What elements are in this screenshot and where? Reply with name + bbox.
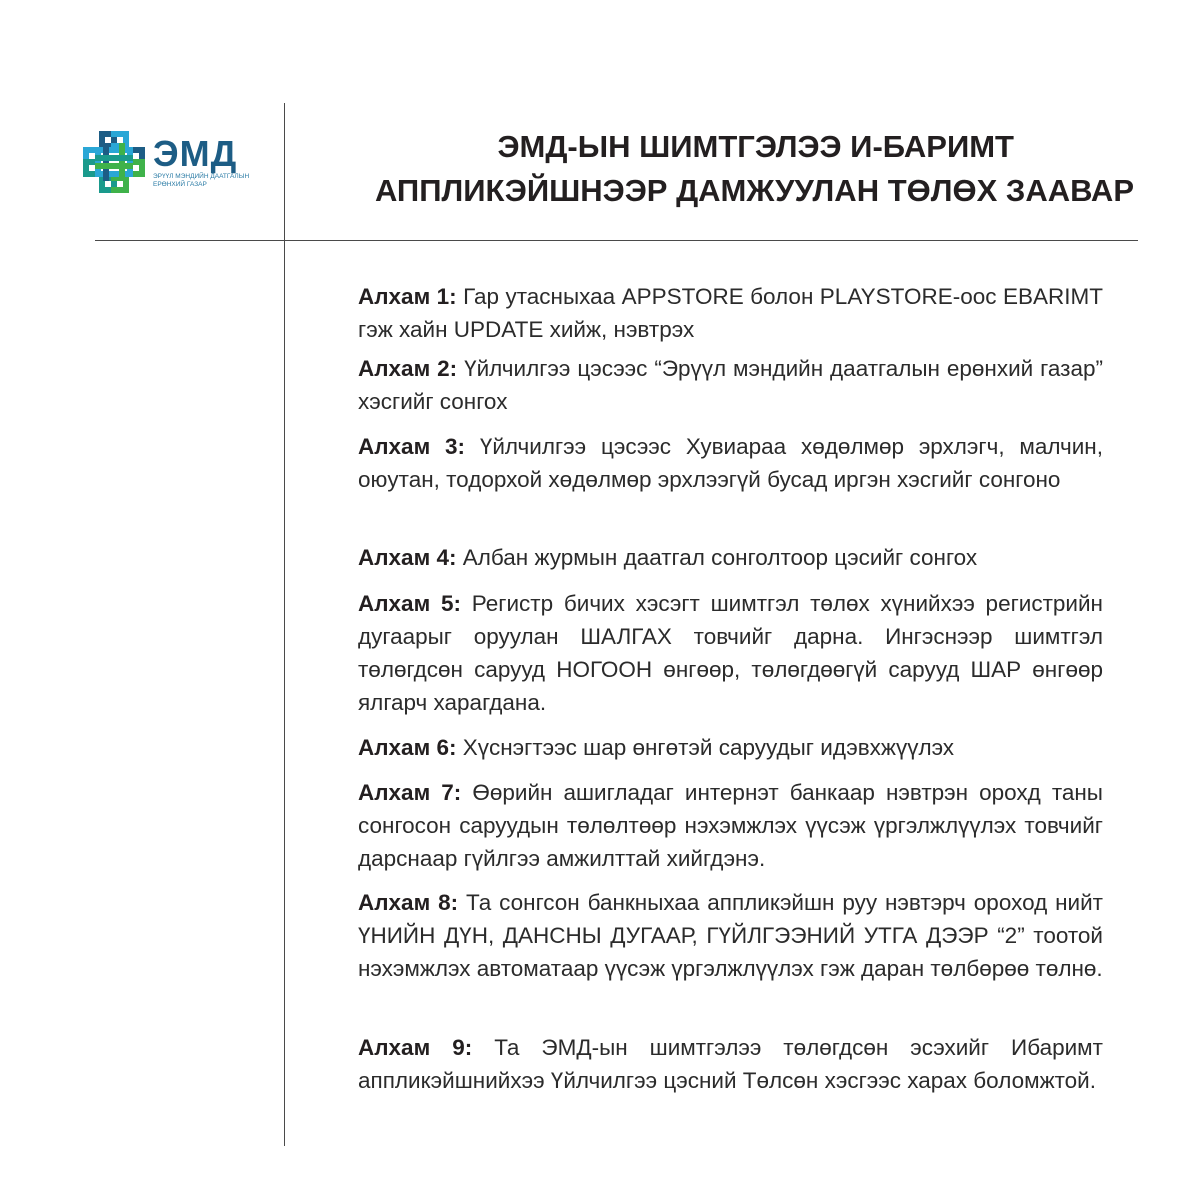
step-5-label: Алхам 5:: [358, 591, 461, 616]
vertical-divider: [284, 103, 285, 1146]
logo-subtitle-line1: ЭРҮҮЛ МЭНДИЙН ДААТГАЛЫН: [153, 173, 250, 180]
page-title-line2: АППЛИКЭЙШНЭЭР ДАМЖУУЛАН ТӨЛӨХ ЗААВАР: [374, 173, 1134, 208]
logo-subtitle-line2: ЕРӨНХИЙ ГАЗАР: [153, 181, 207, 188]
step-7: [358, 776, 1103, 875]
step-2: [358, 352, 1103, 418]
step-2-label: Алхам 2:: [358, 356, 458, 381]
horizontal-divider: [95, 240, 1138, 241]
step-5-text: Регистр бичих хэсэгт шимтгэл төлөх хүнийхээ регистрийн дугаарыг оруулан ШАЛГАХ товчийг дарна. Ингэснээр шимтгэл төлөгдсөн сарууд НОГООН өнгөөр, төлөгдөөгүй сарууд ШАР өнгөөр ялгарч харагдана.: [358, 591, 1103, 715]
step-8: [358, 886, 1103, 985]
step-6: [358, 731, 1103, 764]
step-6-label: Алхам 6:: [358, 735, 457, 760]
step-9-text: Та ЭМД-ын шимтгэлээ төлөгдсөн эсэхийг Ибаримт аппликэйшнийхээ Үйлчилгээ цэсний Төлсөн хэсгээс харах боломжтой.: [358, 1035, 1103, 1093]
step-1-label: Алхам 1:: [358, 284, 457, 309]
step-5: [358, 587, 1103, 719]
step-4-text: Албан журмын даатгал сонголтоор цэсийг сонгох: [462, 545, 978, 570]
step-3-label: Алхам 3:: [358, 434, 466, 459]
step-1-text: Гар утасныхаа APPSTORE болон PLAYSTORE-оос EBARIMT гэж хайн UPDATE хийж, нэвтрэх: [358, 284, 1103, 342]
step-7-label: Алхам 7:: [358, 780, 462, 805]
step-1: [358, 280, 1103, 346]
step-2-text: Үйлчилгээ цэсээс “Эрүүл мэндийн даатгалын ерөнхий газар” хэсгийг сонгох: [358, 356, 1103, 414]
step-8-text: Та сонгсон банкныхаа аппликэйшн руу нэвтэрч ороход нийт ҮНИЙН ДҮН, ДАНСНЫ ДУГААР, ГҮЙЛГЭЭНИЙ УТГА ДЭЭР “2” тоотой нэхэмжлэх автоматаар үүсэж үргэлжлүүлэх гэж даран төлбөрөө төлнө.: [358, 890, 1103, 981]
step-8-label: Алхам 8:: [358, 890, 459, 915]
step-3-text: Үйлчилгээ цэсээс Хувиараа хөдөлмөр эрхлэгч, малчин, оюутан, тодорхой хөдөлмөр эрхлээгүй бусад иргэн хэсгийг сонгоно: [358, 434, 1103, 492]
page-title: [300, 125, 1134, 213]
step-6-text: Хүснэгтээс шар өнгөтэй саруудыг идэвхжүүлэх: [462, 735, 955, 760]
page-title-line1: ЭМД-ЫН ШИМТГЭЛЭЭ И-БАРИМТ: [497, 129, 1014, 164]
step-4-label: Алхам 4:: [358, 545, 457, 570]
logo-subtitle: [153, 173, 249, 189]
emd-knot-icon: [80, 128, 148, 196]
emd-logo: [80, 128, 250, 198]
step-3: [358, 430, 1103, 496]
step-9: [358, 1031, 1103, 1097]
step-7-text: Өөрийн ашигладаг интернэт банкаар нэвтрэн орохд таны сонгосон саруудын төлөлтөөр нэхэмжлэх үүсэж үргэлжлүүлэх товчийг дарснаар гүйлгээ амжилттай хийгдэнэ.: [358, 780, 1103, 871]
step-9-label: Алхам 9:: [358, 1035, 473, 1060]
logo-title: ЭМД: [153, 133, 238, 174]
step-4: [358, 541, 1103, 574]
